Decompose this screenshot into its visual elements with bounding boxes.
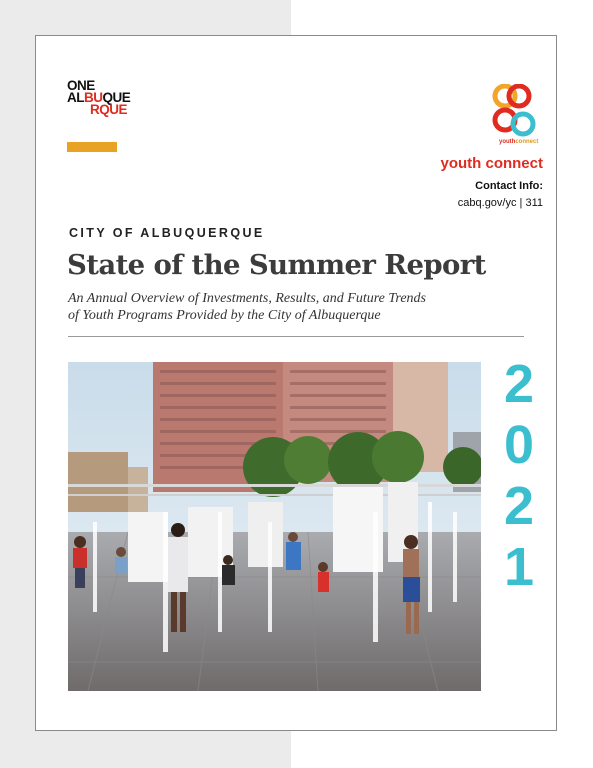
report-year <box>491 354 547 598</box>
contact-value: cabq.gov/yc | 311 <box>457 197 543 209</box>
youth-connect-name: youth connect <box>440 155 543 172</box>
logo-line-3: RQUE <box>90 102 128 117</box>
logo-line-2: ALBUQUE <box>67 90 131 105</box>
divider <box>68 336 524 337</box>
logo-line-1: ONE <box>67 78 95 93</box>
youth-connect-logo-icon <box>490 84 542 138</box>
one-albuquerque-logo <box>67 80 147 116</box>
year-digit: 2 <box>503 476 535 536</box>
org-name: CITY OF ALBUQUERQUE <box>69 226 265 240</box>
splash-pad-photo <box>68 362 481 691</box>
accent-bar <box>67 142 117 152</box>
report-title: State of the Summer Report <box>67 249 486 281</box>
year-digit: 0 <box>503 415 535 475</box>
youth-connect-logo-text: youthconnect <box>499 139 539 145</box>
cover-photo <box>68 362 481 691</box>
subtitle-line-2: of Youth Programs Provided by the City of Albuquerque <box>68 308 381 323</box>
report-cover <box>35 35 557 731</box>
contact-label: Contact Info: <box>475 180 543 192</box>
year-digit: 1 <box>503 537 535 597</box>
year-digit: 2 <box>503 354 535 414</box>
report-subtitle <box>68 290 528 324</box>
subtitle-line-1: An Annual Overview of Investments, Results, and Future Trends <box>68 291 426 306</box>
